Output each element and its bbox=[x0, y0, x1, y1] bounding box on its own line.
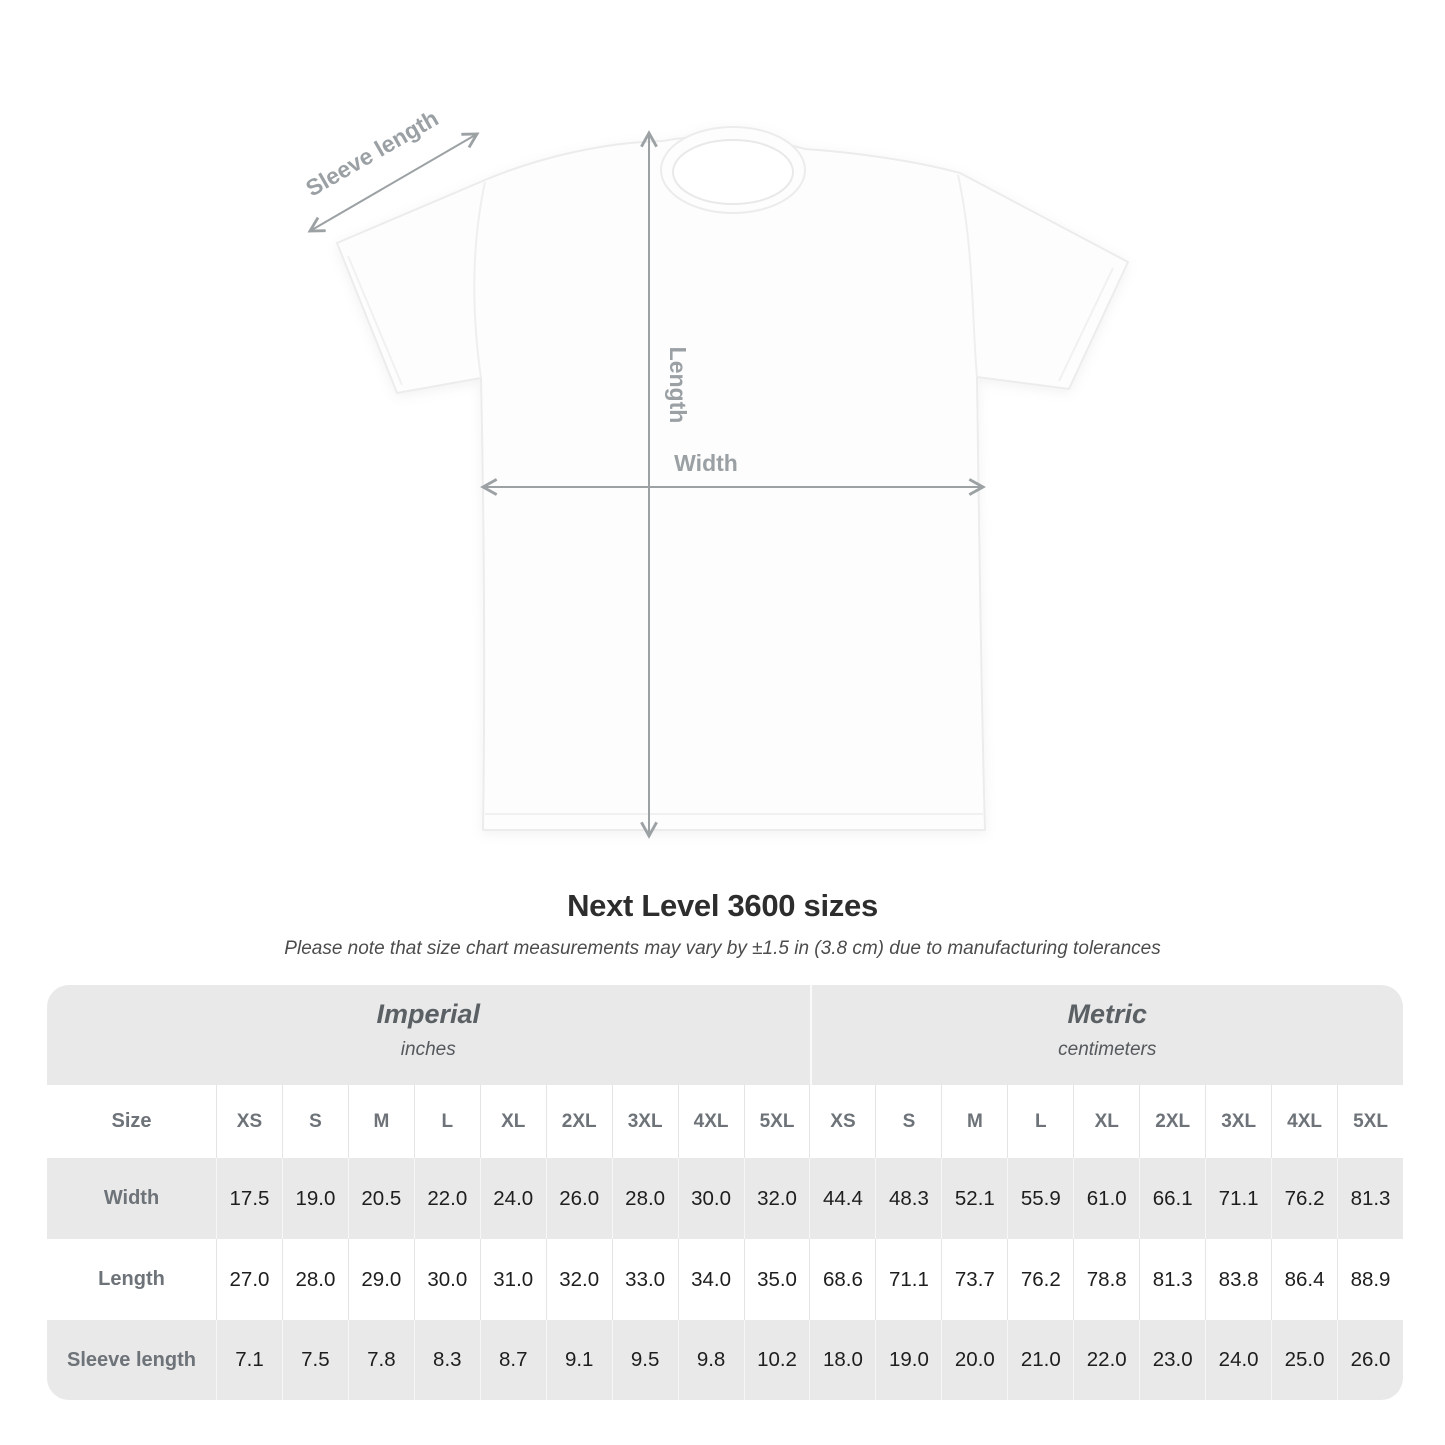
page-title: Next Level 3600 sizes bbox=[567, 888, 878, 923]
size-header-cell: L bbox=[414, 1085, 480, 1158]
imperial-title: Imperial bbox=[376, 999, 481, 1029]
tshirt-collar bbox=[661, 127, 805, 213]
metric-value: 83.8 bbox=[1205, 1239, 1271, 1320]
metric-value: 19.0 bbox=[875, 1320, 941, 1400]
metric-unit: centimeters bbox=[1058, 1039, 1157, 1060]
imperial-value: 17.5 bbox=[216, 1158, 282, 1239]
imperial-value: 7.5 bbox=[282, 1320, 348, 1400]
metric-value: 76.2 bbox=[1271, 1158, 1337, 1239]
size-header-cell: 4XL bbox=[678, 1085, 744, 1158]
imperial-value: 35.0 bbox=[744, 1239, 810, 1320]
tshirt-image bbox=[337, 127, 1128, 830]
tolerance-note: Please note that size chart measurements may vary by ±1.5 in (3.8 cm) due to manufacturing tolerances bbox=[284, 938, 1161, 959]
imperial-value: 7.8 bbox=[348, 1320, 414, 1400]
metric-value: 52.1 bbox=[941, 1158, 1007, 1239]
imperial-value: 27.0 bbox=[216, 1239, 282, 1320]
size-header-cell: 2XL bbox=[546, 1085, 612, 1158]
sleeve-length-label: Sleeve length bbox=[301, 104, 443, 202]
measurement-row bbox=[47, 1158, 1403, 1239]
imperial-value: 28.0 bbox=[282, 1239, 348, 1320]
metric-value: 68.6 bbox=[809, 1239, 875, 1320]
metric-value: 26.0 bbox=[1337, 1320, 1403, 1400]
imperial-value: 33.0 bbox=[612, 1239, 678, 1320]
imperial-value: 8.3 bbox=[414, 1320, 480, 1400]
measurement-row bbox=[47, 1320, 1403, 1400]
imperial-value: 32.0 bbox=[546, 1239, 612, 1320]
metric-value: 88.9 bbox=[1337, 1239, 1403, 1320]
size-table-body bbox=[47, 1085, 1403, 1400]
size-header-cell: 4XL bbox=[1271, 1085, 1337, 1158]
imperial-value: 32.0 bbox=[744, 1158, 810, 1239]
size-header-cell: XS bbox=[216, 1085, 282, 1158]
metric-value: 18.0 bbox=[809, 1320, 875, 1400]
metric-value: 21.0 bbox=[1007, 1320, 1073, 1400]
unit-header-row bbox=[47, 985, 1403, 1085]
imperial-value: 7.1 bbox=[216, 1320, 282, 1400]
imperial-value: 29.0 bbox=[348, 1239, 414, 1320]
metric-value: 71.1 bbox=[1205, 1158, 1271, 1239]
metric-title: Metric bbox=[1067, 999, 1148, 1029]
imperial-value: 31.0 bbox=[480, 1239, 546, 1320]
size-table bbox=[47, 985, 1403, 1400]
size-header-cell: 3XL bbox=[1205, 1085, 1271, 1158]
measurement-row bbox=[47, 1239, 1403, 1320]
size-header-cell: L bbox=[1007, 1085, 1073, 1158]
size-header-cell: XL bbox=[480, 1085, 546, 1158]
metric-value: 81.3 bbox=[1337, 1158, 1403, 1239]
imperial-value: 8.7 bbox=[480, 1320, 546, 1400]
imperial-value: 9.1 bbox=[546, 1320, 612, 1400]
size-header-cell: 5XL bbox=[1337, 1085, 1403, 1158]
imperial-value: 22.0 bbox=[414, 1158, 480, 1239]
size-header-cell: 3XL bbox=[612, 1085, 678, 1158]
metric-value: 73.7 bbox=[941, 1239, 1007, 1320]
size-column-header: Size bbox=[111, 1110, 152, 1132]
length-label: Length bbox=[665, 346, 691, 424]
imperial-value: 9.5 bbox=[612, 1320, 678, 1400]
imperial-value: 34.0 bbox=[678, 1239, 744, 1320]
metric-value: 61.0 bbox=[1073, 1158, 1139, 1239]
imperial-header bbox=[47, 985, 810, 1085]
metric-value: 86.4 bbox=[1271, 1239, 1337, 1320]
imperial-value: 30.0 bbox=[414, 1239, 480, 1320]
row-label: Length bbox=[98, 1268, 165, 1290]
size-header-cell: 2XL bbox=[1139, 1085, 1205, 1158]
imperial-value: 30.0 bbox=[678, 1158, 744, 1239]
imperial-value: 20.5 bbox=[348, 1158, 414, 1239]
row-label: Sleeve length bbox=[67, 1348, 196, 1371]
metric-value: 24.0 bbox=[1205, 1320, 1271, 1400]
metric-value: 78.8 bbox=[1073, 1239, 1139, 1320]
imperial-value: 24.0 bbox=[480, 1158, 546, 1239]
metric-value: 55.9 bbox=[1007, 1158, 1073, 1239]
width-label: Width bbox=[674, 450, 738, 476]
metric-value: 66.1 bbox=[1139, 1158, 1205, 1239]
size-header-row bbox=[47, 1085, 1403, 1158]
metric-value: 20.0 bbox=[941, 1320, 1007, 1400]
metric-value: 22.0 bbox=[1073, 1320, 1139, 1400]
size-header-cell: S bbox=[875, 1085, 941, 1158]
metric-value: 71.1 bbox=[875, 1239, 941, 1320]
size-header-cell: M bbox=[348, 1085, 414, 1158]
metric-value: 76.2 bbox=[1007, 1239, 1073, 1320]
size-header-cell: XL bbox=[1073, 1085, 1139, 1158]
metric-value: 44.4 bbox=[809, 1158, 875, 1239]
imperial-value: 26.0 bbox=[546, 1158, 612, 1239]
imperial-value: 9.8 bbox=[678, 1320, 744, 1400]
imperial-value: 28.0 bbox=[612, 1158, 678, 1239]
metric-value: 25.0 bbox=[1271, 1320, 1337, 1400]
size-header-cell: S bbox=[282, 1085, 348, 1158]
metric-value: 23.0 bbox=[1139, 1320, 1205, 1400]
metric-value: 81.3 bbox=[1139, 1239, 1205, 1320]
row-label: Width bbox=[103, 1187, 160, 1209]
title-block bbox=[0, 888, 1445, 960]
imperial-value: 10.2 bbox=[744, 1320, 810, 1400]
imperial-unit: inches bbox=[400, 1039, 456, 1060]
imperial-value: 19.0 bbox=[282, 1158, 348, 1239]
size-header-cell: M bbox=[941, 1085, 1007, 1158]
metric-value: 48.3 bbox=[875, 1158, 941, 1239]
size-header-cell: 5XL bbox=[744, 1085, 810, 1158]
size-header-cell: XS bbox=[809, 1085, 875, 1158]
metric-header bbox=[810, 985, 1404, 1085]
